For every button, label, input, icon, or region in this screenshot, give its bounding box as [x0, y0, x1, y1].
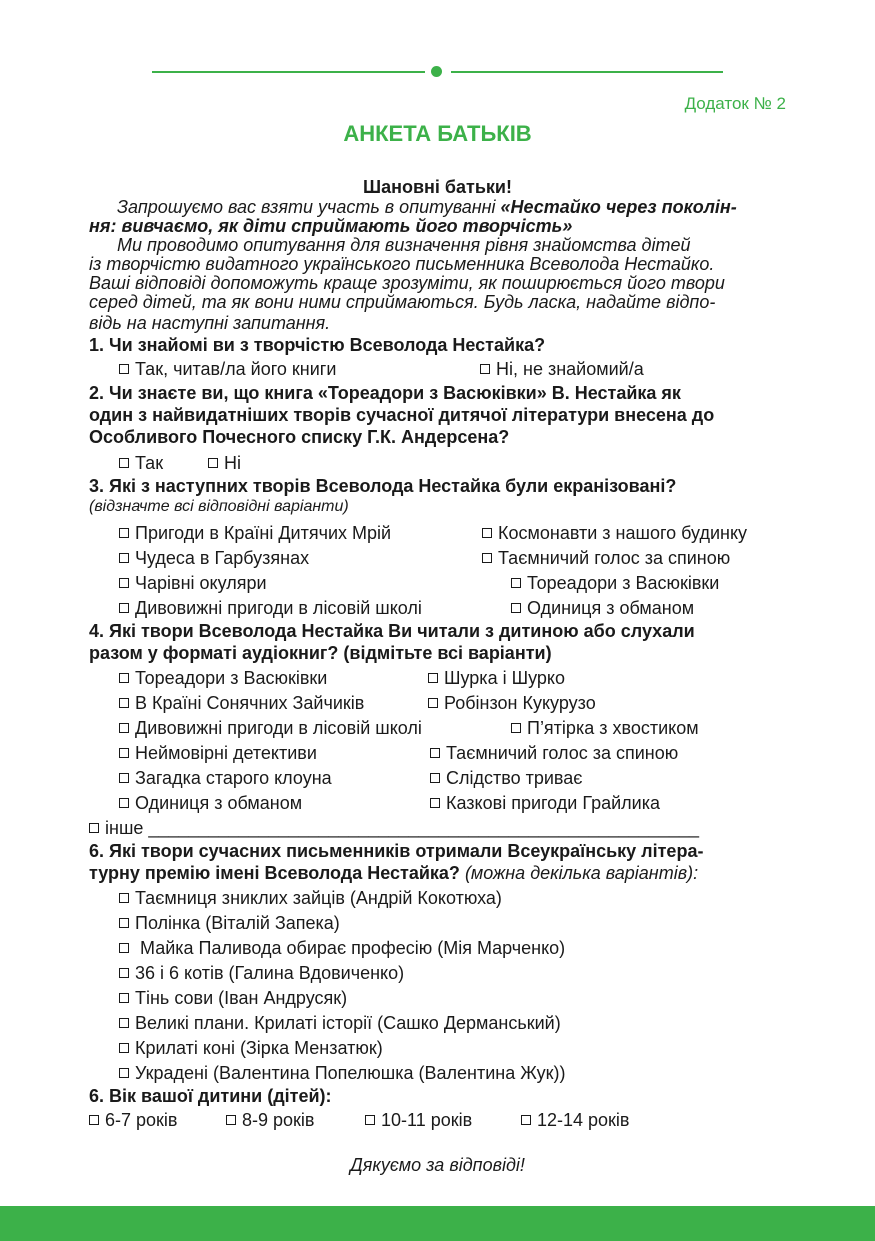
q6b-option[interactable]	[226, 1109, 314, 1131]
option-label: Космонавти з нашого будинку	[498, 523, 748, 543]
option-label: Так	[135, 453, 164, 473]
header-rule-right	[451, 71, 723, 73]
option-label: Чарівні окуляри	[135, 573, 267, 593]
q4-option[interactable]	[119, 692, 364, 714]
checkbox-icon	[89, 1115, 99, 1125]
greeting: Шановні батьки!	[363, 177, 512, 197]
option-label: Шурка і Шурко	[444, 668, 565, 688]
checkbox-icon	[430, 798, 440, 808]
option-label: 36 і 6 котів (Галина Вдовиченко)	[135, 963, 405, 983]
q4-option[interactable]	[430, 792, 660, 814]
q4-option[interactable]	[119, 742, 317, 764]
option-label: Великі плани. Крилаті історії (Сашко Дерманський)	[135, 1013, 561, 1033]
option-label: Пригоди в Країні Дитячих Мрій	[135, 523, 392, 543]
question-6a-text: турну премію імені Всеволода Нестайка?	[89, 863, 460, 883]
q4-option[interactable]	[430, 767, 583, 789]
option-label: Украдені (Валентина Попелюшка (Валентина Жук))	[135, 1063, 566, 1083]
q2-option[interactable]	[208, 452, 241, 474]
checkbox-icon	[482, 553, 492, 563]
q6a-option[interactable]	[119, 1012, 561, 1034]
q6a-option[interactable]	[119, 962, 404, 984]
q3-option[interactable]	[511, 597, 694, 619]
question-4: 4. Які твори Всеволода Нестайка Ви читали з дитиною або слухали	[89, 621, 695, 641]
checkbox-icon	[119, 723, 129, 733]
checkbox-icon	[119, 578, 129, 588]
option-label: Ні	[224, 453, 241, 473]
checkbox-icon	[208, 458, 218, 468]
checkbox-icon	[480, 364, 490, 374]
checkbox-icon	[119, 1043, 129, 1053]
option-label: П’ятірка з хвостиком	[527, 718, 699, 738]
page-title: АНКЕТА БАТЬКІВ	[343, 121, 532, 146]
q3-option[interactable]	[119, 547, 309, 569]
question-3: 3. Які з наступних творів Всеволода Нестайка були екранізовані?	[89, 476, 677, 496]
thanks-note: Дякуємо за відповіді!	[350, 1155, 525, 1175]
option-label: Неймовірні детективи	[135, 743, 317, 763]
checkbox-icon	[119, 553, 129, 563]
question-6a: 6. Які твори сучасних письменників отримали Всеукраїнську літера-	[89, 841, 704, 861]
option-label: Таємничий голос за спиною	[498, 548, 731, 568]
question-3-note: (відзначте всі відповідні варіанти)	[89, 498, 349, 515]
q3-option[interactable]	[119, 597, 422, 619]
q6a-option[interactable]	[119, 1037, 383, 1059]
option-label: 10-11 років	[381, 1110, 473, 1130]
option-label: Одиниця з обманом	[527, 598, 695, 618]
q6a-option[interactable]	[119, 937, 565, 959]
intro-text: Запрошуємо вас взяти участь в опитуванні	[117, 197, 501, 217]
option-label: В Країні Сонячних Зайчиків	[135, 693, 365, 713]
q6b-option[interactable]	[521, 1109, 630, 1131]
option-label: Слідство триває	[446, 768, 583, 788]
checkbox-icon	[119, 603, 129, 613]
checkbox-icon	[521, 1115, 531, 1125]
q4-option[interactable]	[119, 767, 332, 789]
checkbox-icon	[430, 773, 440, 783]
other-field[interactable]: інше _______________________________________________________	[105, 818, 699, 838]
q4-option[interactable]	[511, 717, 699, 739]
q4-option[interactable]	[119, 717, 422, 739]
header-rule-dot	[431, 66, 442, 77]
checkbox-icon	[119, 943, 129, 953]
option-label: Крилаті коні (Зірка Мензатюк)	[135, 1038, 383, 1058]
checkbox-icon	[119, 698, 129, 708]
q6a-option[interactable]	[119, 987, 347, 1009]
q3-option[interactable]	[482, 547, 730, 569]
checkbox-icon	[428, 673, 438, 683]
checkbox-icon	[482, 528, 492, 538]
option-label: Тінь сови (Іван Андрусяк)	[135, 988, 348, 1008]
q3-option[interactable]	[119, 522, 391, 544]
option-label: Казкові пригоди Грайлика	[446, 793, 661, 813]
intro-paragraph-2-line: відь на наступні запитання.	[89, 313, 331, 333]
checkbox-icon	[119, 364, 129, 374]
q6b-option[interactable]	[89, 1109, 177, 1131]
q1-option[interactable]	[119, 358, 336, 380]
checkbox-icon	[511, 603, 521, 613]
checkbox-icon	[365, 1115, 375, 1125]
appendix-label: Додаток № 2	[684, 94, 786, 113]
intro-paragraph-2: Ми проводимо опитування для визначення рівня знайомства дітей	[117, 235, 691, 255]
intro-paragraph-2-line: серед дітей, та як вони ними сприймаються. Будь ласка, надайте відпо-	[89, 292, 716, 312]
q4-option[interactable]	[428, 692, 596, 714]
checkbox-icon	[511, 578, 521, 588]
question-6a-line	[89, 862, 698, 884]
checkbox-icon	[119, 773, 129, 783]
q3-option[interactable]	[511, 572, 719, 594]
question-6a-note: (можна декілька варіантів):	[459, 863, 699, 883]
option-label: 12-14 років	[537, 1110, 630, 1130]
question-6b: 6. Вік вашої дитини (дітей):	[89, 1086, 332, 1106]
option-label: 6-7 років	[105, 1110, 178, 1130]
checkbox-icon	[119, 1068, 129, 1078]
option-label: Тореадори з Васюківки	[527, 573, 720, 593]
option-label: Дивовижні пригоди в лісовій школі	[135, 718, 422, 738]
q4-option[interactable]	[119, 667, 327, 689]
option-label: Одиниця з обманом	[135, 793, 303, 813]
checkbox-icon	[119, 528, 129, 538]
q1-option[interactable]	[480, 358, 644, 380]
q6a-option[interactable]	[119, 912, 340, 934]
option-label: Робінзон Кукурузо	[444, 693, 596, 713]
survey-name: «Нестайко через поколін-	[500, 197, 737, 217]
checkbox-icon	[119, 968, 129, 978]
q3-option[interactable]	[482, 522, 747, 544]
checkbox-icon	[119, 993, 129, 1003]
checkbox-icon	[430, 748, 440, 758]
q4-option[interactable]	[119, 792, 302, 814]
option-label: Так, читав/ла його книги	[135, 359, 337, 379]
q6a-option[interactable]	[119, 887, 502, 909]
question-1: 1. Чи знайомі ви з творчістю Всеволода Нестайка?	[89, 335, 546, 355]
checkbox-icon	[119, 748, 129, 758]
question-2-line: Особливого Почесного списку Г.К. Андерсена?	[89, 427, 510, 447]
header-rule-left	[152, 71, 425, 73]
option-label: Полінка (Віталій Запека)	[135, 913, 340, 933]
q3-option[interactable]	[119, 572, 267, 594]
footer-bar	[0, 1206, 875, 1241]
q6b-option[interactable]	[365, 1109, 472, 1131]
option-label: Майка Паливода обирає професію (Мія Марченко)	[135, 938, 566, 958]
q2-option[interactable]	[119, 452, 163, 474]
checkbox-icon	[428, 698, 438, 708]
checkbox-icon	[119, 673, 129, 683]
checkbox-icon	[119, 893, 129, 903]
checkbox-icon	[119, 918, 129, 928]
q4-option[interactable]	[430, 742, 678, 764]
question-2: 2. Чи знаєте ви, що книга «Тореадори з Васюківки» В. Нестайка як	[89, 383, 681, 403]
checkbox-icon	[226, 1115, 236, 1125]
question-2-line: один з найвидатніших творів сучасної дитячої літератури внесена до	[89, 405, 715, 425]
option-label: Загадка старого клоуна	[135, 768, 332, 788]
option-label: Дивовижні пригоди в лісовій школі	[135, 598, 422, 618]
checkbox-icon	[119, 1018, 129, 1028]
q4-other-option[interactable]	[89, 817, 699, 839]
q6a-option[interactable]	[119, 1062, 566, 1084]
survey-name-cont: ня: вивчаємо, як діти сприймають його творчість»	[89, 216, 573, 236]
q4-option[interactable]	[428, 667, 565, 689]
option-label: Ні, не знайомий/а	[496, 359, 644, 379]
option-label: Таємничий голос за спиною	[446, 743, 679, 763]
question-4-line: разом у форматі аудіокниг? (відмітьте всі варіанти)	[89, 643, 552, 663]
option-label: Тореадори з Васюківки	[135, 668, 328, 688]
checkbox-icon	[89, 823, 99, 833]
checkbox-icon	[511, 723, 521, 733]
option-label: Таємниця зниклих зайців (Андрій Кокотюха)	[135, 888, 502, 908]
intro-paragraph-2-line: із творчістю видатного українського письменника Всеволода Нестайко.	[89, 254, 715, 274]
checkbox-icon	[119, 798, 129, 808]
intro-paragraph-2-line: Ваші відповіді допоможуть краще зрозуміти, як поширюється його твори	[89, 273, 725, 293]
option-label: 8-9 років	[242, 1110, 315, 1130]
checkbox-icon	[119, 458, 129, 468]
option-label: Чудеса в Гарбузянах	[135, 548, 310, 568]
